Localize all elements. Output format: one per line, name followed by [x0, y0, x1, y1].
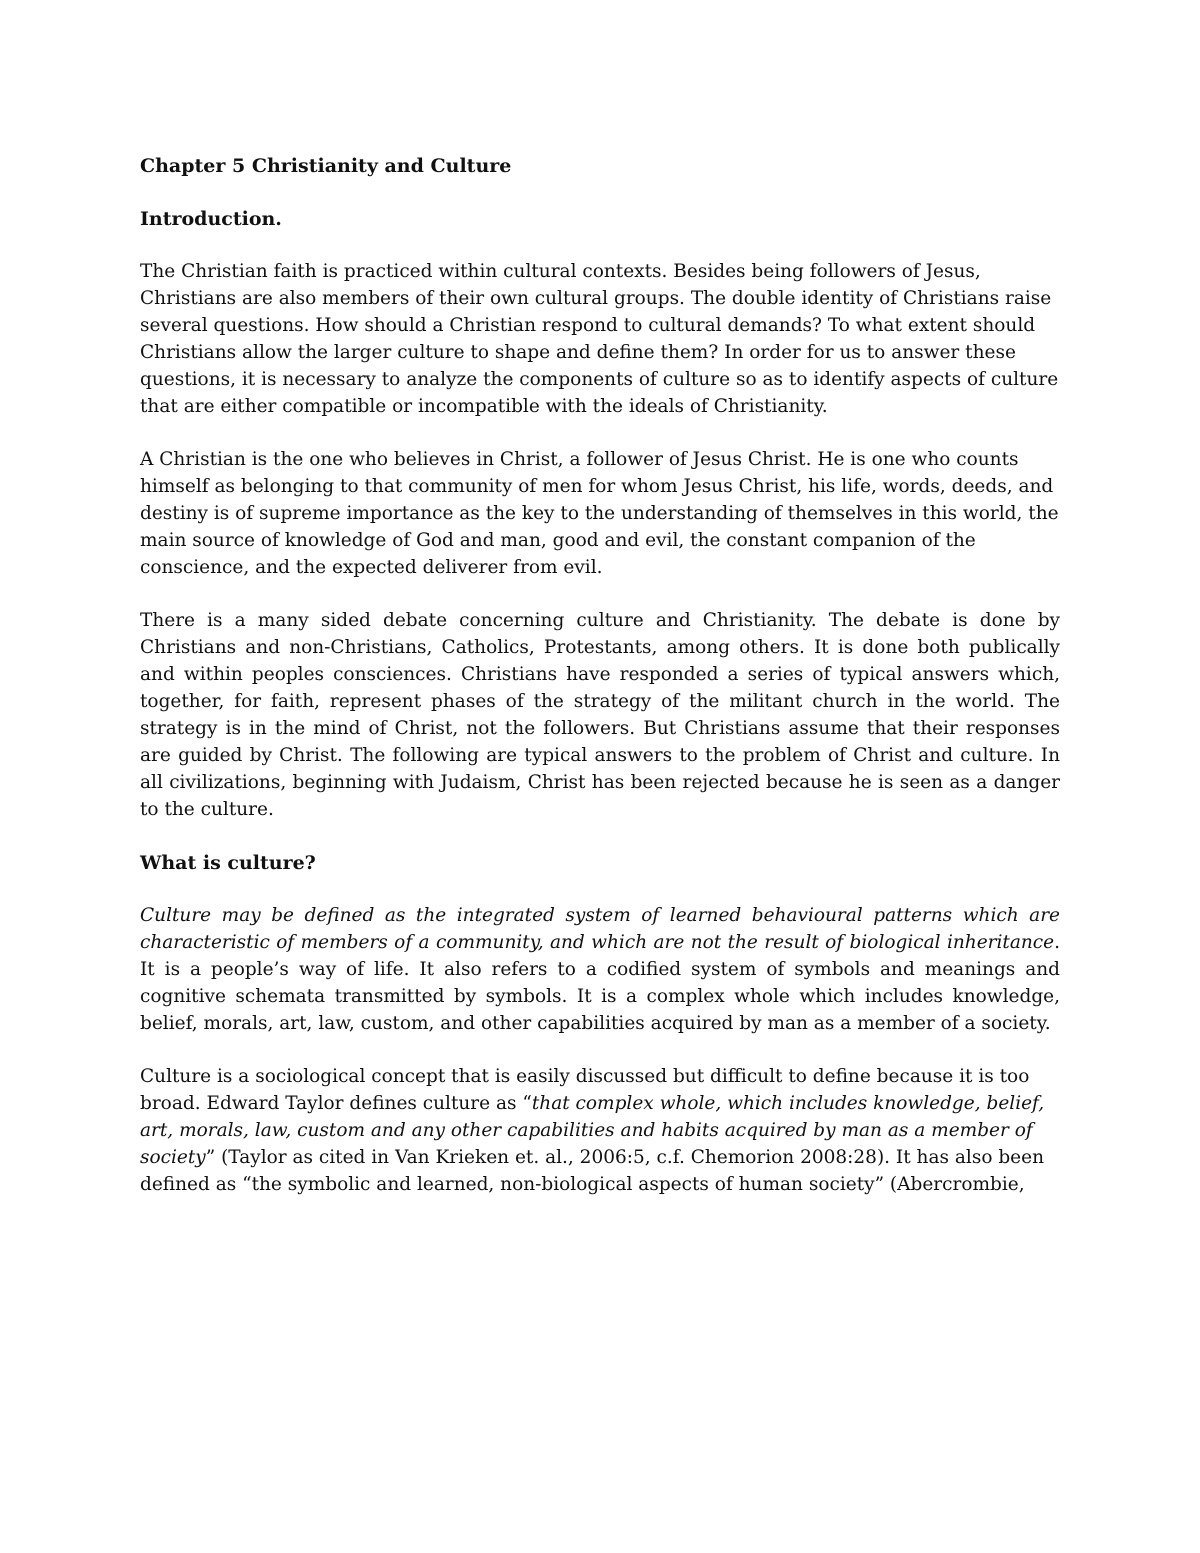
culture-paragraph-2-start: Culture is a sociological concept that is easily discussed but difficult to define because it is too broad. Edward Taylor defines culture as “ — [140, 1066, 1030, 1114]
intro-paragraph-2: A Christian is the one who believes in Christ, a follower of Jesus Christ. He is one who counts himself as belonging to that community of men for whom Jesus Christ, his life, words, deeds, and destiny is of supreme importance as the key to the understanding of themselves in this world, the main source of knowledge of God and man, good and evil, the constant companion of the conscience, and the expected deliverer from evil. — [140, 449, 1059, 578]
culture-paragraph-2 — [140, 1063, 1060, 1198]
taylor-quote-italic: that complex whole, which includes knowledge, belief, art, morals, law, custom and any other capabilities and habits acquired by man as a member of society — [140, 1093, 1045, 1168]
culture-paragraph-1-rest: . It is a people’s way of life. It also refers to a codified system of symbols and meanings and cognitive schemata transmitted by symbols. It is a complex whole which includes knowledge, belief, morals, art, law, custom, and other capabilities acquired by man as a member of a society. — [140, 932, 1060, 1034]
intro-paragraph-3: There is a many sided debate concerning culture and Christianity. The debate is done by Christians and non-Christians, Catholics, Protestants, among others. It is done both publically and within peoples consciences. Christians have responded a series of typical answers which, together, for faith, represent phases of the strategy of the militant church in the world. The strategy is in the mind of Christ, not the followers. But Christians assume that their responses are guided by Christ. The following are typical answers to the problem of Christ and culture. In all civilizations, beginning with Judaism, Christ has been rejected because he is seen as a danger to the culture. — [140, 610, 1060, 820]
intro-paragraph-1: The Christian faith is practiced within cultural contexts. Besides being followers of Jesus, Christians are also members of their own cultural groups. The double identity of Christians raise several questions. How should a Christian respond to cultural demands? To what extent should Christians allow the larger culture to shape and define them? In order for us to answer these questions, it is necessary to analyze the components of culture so as to identify aspects of culture that are either compatible or incompatible with the ideals of Christianity. — [140, 261, 1059, 417]
culture-paragraph-2-end: ” (Taylor as cited in Van Krieken et. al., 2006:5, c.f. Chemorion 2008:28). It has also been defined as “the symbolic and learned, non-biological aspects of human society” (Abercrombie, — [140, 1147, 1044, 1195]
chapter-title: Chapter 5 Christianity and Culture — [140, 155, 512, 177]
what-is-culture-heading: What is culture? — [140, 852, 316, 874]
document-page — [140, 152, 1060, 1224]
introduction-heading: Introduction. — [140, 208, 282, 230]
culture-definition-italic: Culture may be defined as the integrated system of learned behavioural patterns which are characteristic of members of a community, and which are not the result of biological inheritance — [140, 905, 1060, 953]
culture-paragraph-1 — [140, 902, 1060, 1037]
